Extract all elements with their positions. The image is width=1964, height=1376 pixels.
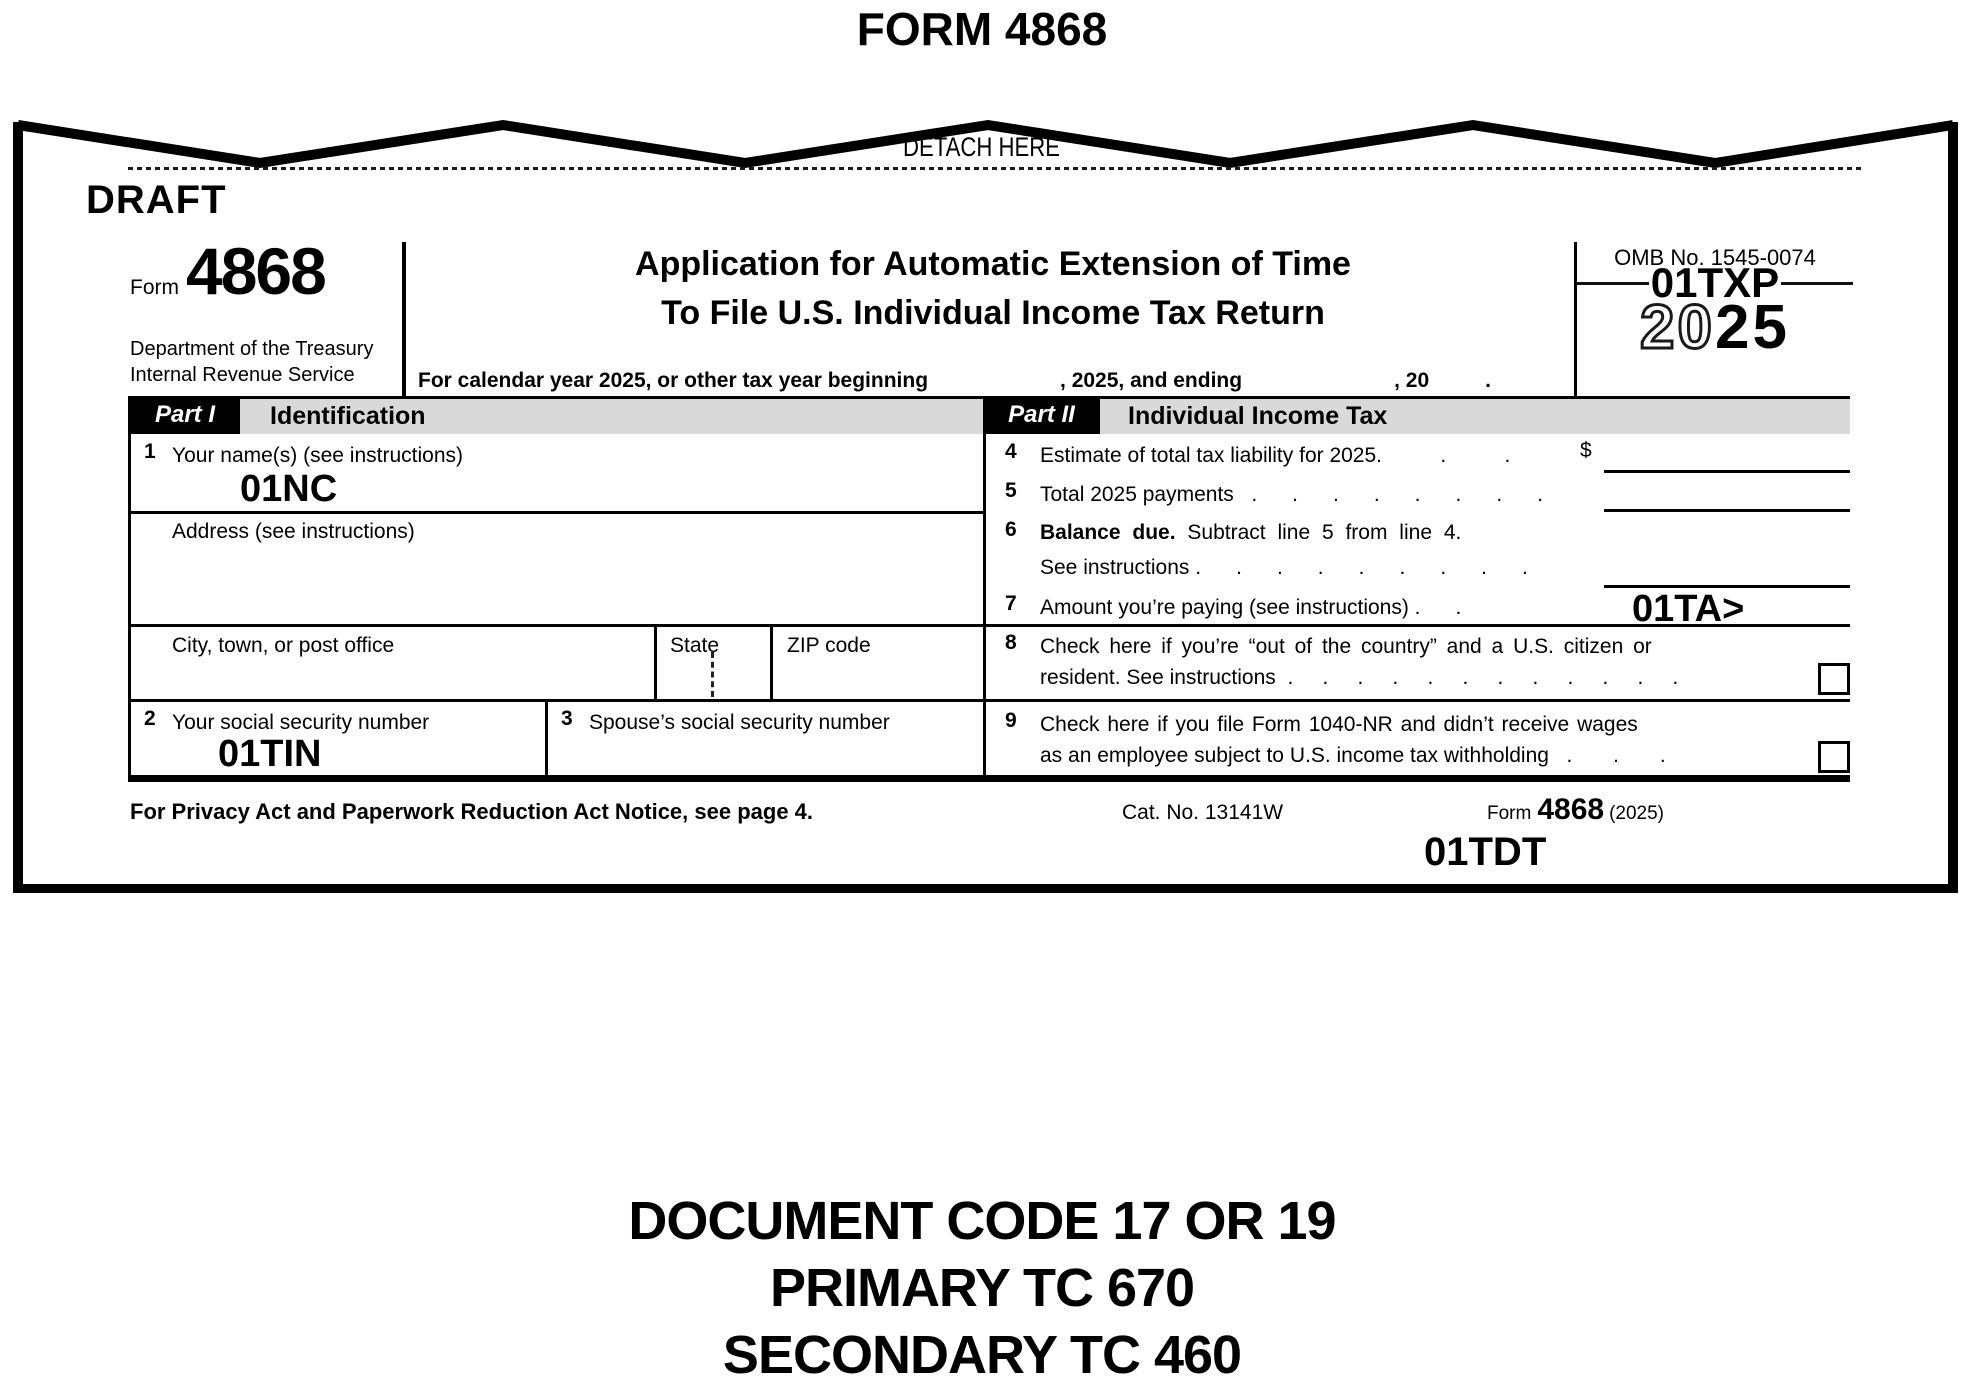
line3-number: 3 [561, 707, 573, 730]
address-label: Address (see instructions) [172, 520, 415, 543]
page-title: FORM 4868 [856, 3, 1108, 55]
part1-titlebar [240, 399, 983, 434]
line6-rest-text: Subtract line 5 from line 4. [1175, 521, 1462, 544]
line4-number: 4 [1005, 440, 1017, 463]
calendar-period: . [1485, 369, 1491, 392]
detach-here-label: DETACH HERE [903, 132, 1061, 162]
part2-badge [983, 396, 1100, 434]
draft-watermark: DRAFT [86, 178, 227, 222]
line9-label-line2 [1040, 740, 1666, 771]
form-word: Form [130, 276, 179, 299]
part1-badge-label: Part I [154, 401, 216, 428]
line5-amount-rule [1604, 509, 1850, 512]
omb-number: OMB No. 1545-0074 [1614, 245, 1816, 270]
header-divider [402, 242, 406, 397]
document-code-line: DOCUMENT CODE 17 OR 19 [628, 1191, 1336, 1251]
line4-text: Estimate of total tax liability for 2025 [1040, 444, 1377, 467]
out-of-country-checkbox[interactable] [1818, 663, 1850, 695]
state-field[interactable] [657, 627, 770, 699]
line8-label-line1: Check here if you’re “out of the country” and a U.S. citizen or [1040, 635, 1652, 658]
zip-field[interactable] [773, 627, 983, 699]
transaction-code-block [0, 1188, 1964, 1376]
form-1040nr-checkbox[interactable] [1818, 741, 1850, 773]
line5-number: 5 [1005, 479, 1017, 502]
line7-dot-leader: . . [1408, 596, 1462, 619]
line7-number: 7 [1005, 592, 1017, 615]
line4-label [1040, 440, 1510, 471]
ssn-field-code: 01TIN [218, 733, 322, 775]
line4-amount-rule [1604, 470, 1850, 473]
part2-titlebar [1100, 399, 1850, 434]
line8-dot-leader: . . . . . . . . . . . . [1287, 666, 1679, 689]
line7-text: Amount you’re paying (see instructions) [1040, 596, 1409, 619]
line6-dot-leader: . . . . . . . . . [1195, 556, 1528, 579]
line9-number: 9 [1005, 709, 1017, 732]
part1-badge [130, 396, 240, 434]
footer-form-id [1487, 793, 1664, 827]
footer-form-year: (2025) [1609, 803, 1664, 824]
line9-text2: as an employee subject to U.S. income tax withholding [1040, 744, 1549, 767]
line5-label [1040, 479, 1543, 510]
state-label: State [670, 634, 720, 657]
calendar-mid-label: , 2025, and ending [1060, 369, 1243, 392]
line6-amount-field[interactable] [1604, 553, 1850, 585]
tax-year-solid-digits: 25 [1715, 293, 1790, 362]
table-center-divider [983, 434, 986, 777]
line5-text: Total 2025 payments [1040, 483, 1234, 506]
line6-label [1040, 517, 1461, 548]
spouse-ssn-label: Spouse’s social security number [589, 711, 890, 734]
part2-title: Individual Income Tax [1128, 402, 1388, 430]
tdt-field-code: 01TDT [1424, 830, 1547, 874]
ssn-label: Your social security number [172, 711, 430, 734]
form-title [415, 240, 1571, 338]
form-number: 4868 [186, 234, 325, 308]
txp-code: 01TXP [1650, 259, 1780, 306]
privacy-act-notice: For Privacy Act and Paperwork Reduction Act Notice, see page 4. [130, 799, 814, 824]
perforation-line [128, 167, 1862, 170]
line8-text2: resident. See instructions [1040, 666, 1276, 689]
line6-number: 6 [1005, 518, 1017, 541]
agency-line-1: Department of the Treasury [130, 338, 374, 360]
line2-number: 2 [144, 707, 156, 730]
secondary-tc-line: SECONDARY TC 460 [722, 1325, 1242, 1376]
footer-form-word: Form [1487, 803, 1532, 824]
primary-tc-line: PRIMARY TC 670 [769, 1258, 1195, 1318]
line5-amount-field[interactable] [1604, 477, 1850, 509]
part2-badge-label: Part II [1008, 401, 1075, 428]
spouse-ssn-field[interactable] [548, 702, 983, 775]
calendar-year-line [418, 369, 1491, 393]
tax-year-badge [1577, 293, 1853, 362]
table-bottom-rule [130, 775, 1850, 782]
line6-label-line2 [1040, 552, 1528, 583]
calendar-pre-label: For calendar year 2025, or other tax year beginning [418, 369, 929, 392]
name-field-code: 01NC [240, 468, 338, 510]
form-number-block [130, 234, 325, 308]
address-field[interactable] [130, 514, 983, 624]
line8-number: 8 [1005, 631, 1017, 654]
txp-line-left [1577, 282, 1649, 285]
line9-label-line1: Check here if you file Form 1040-NR and didn’t receive wages [1040, 713, 1638, 736]
line1-number: 1 [144, 440, 156, 463]
ssn-field[interactable] [130, 702, 545, 775]
line6-text2: See instructions [1040, 556, 1190, 579]
catalog-number: Cat. No. 13141W [1122, 801, 1284, 824]
zip-label: ZIP code [787, 634, 871, 657]
agency-line-2: Internal Revenue Service [130, 364, 355, 386]
city-label: City, town, or post office [172, 634, 395, 657]
name-label: Your name(s) (see instructions) [172, 444, 464, 467]
line6-bold-text: Balance due. [1040, 521, 1176, 544]
txp-line-right [1781, 282, 1853, 285]
line7-label [1040, 592, 1461, 623]
line7-field-code: 01TA> [1632, 588, 1745, 630]
tax-year-outline-digits: 20 [1640, 293, 1715, 362]
calendar-year-prefix: , 20 [1394, 369, 1430, 392]
line9-dot-leader: . . . [1566, 744, 1666, 767]
form-title-line1: Application for Automatic Extension of Time [635, 245, 1351, 283]
footer-form-number: 4868 [1537, 793, 1605, 826]
line4-dot-leader: . . . [1376, 444, 1511, 467]
line8-label-line2 [1040, 662, 1678, 693]
dollar-sign: $ [1580, 439, 1592, 462]
part1-title: Identification [270, 402, 426, 430]
city-field[interactable] [130, 627, 654, 699]
form-title-line2: To File U.S. Individual Income Tax Return [661, 294, 1325, 332]
line4-amount-field[interactable] [1604, 438, 1850, 470]
line5-dot-leader: . . . . . . . . [1251, 483, 1544, 506]
